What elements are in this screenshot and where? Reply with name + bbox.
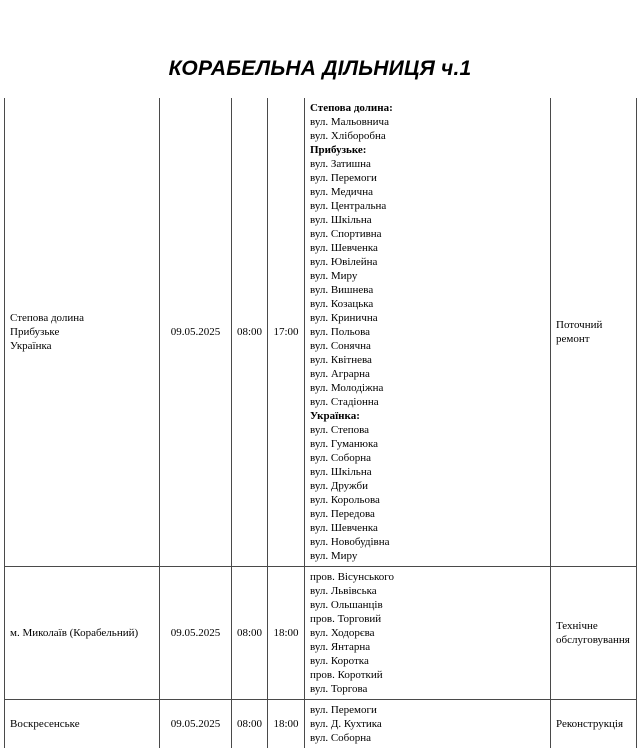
cell-locality [5, 567, 160, 700]
cell-date: 09.05.2025 [160, 98, 232, 567]
table-row [5, 700, 637, 749]
street-line: вул. Соборна [310, 452, 372, 464]
street-line: вул. Вишнева [310, 284, 374, 296]
street-line: вул. Кринична [310, 312, 378, 324]
locality-line: м. Миколаїв (Корабельний) [10, 626, 139, 639]
street-line: вул. Ольшанців [310, 599, 383, 611]
street-line: вул. Центральна [310, 200, 387, 212]
reason-text: Поточний ремонт [556, 318, 603, 345]
street-line: вул. Миру [310, 550, 358, 562]
street-group-heading: Українка: [310, 410, 360, 422]
street-line: вул. Медична [310, 186, 373, 198]
street-line: вул. Дружби [310, 480, 368, 492]
street-line: вул. Д. Кухтика [310, 718, 382, 730]
street-line: пров. Короткий [310, 669, 383, 681]
street-line: вул. Степова [310, 424, 370, 436]
table-row [5, 567, 637, 700]
cell-time-from: 08:00 [232, 567, 268, 700]
street-line: вул. Ходорєва [310, 627, 375, 639]
locality-line: Степова долина [10, 311, 85, 324]
outage-schedule-table [4, 98, 637, 748]
street-line: вул. Хліборобна [310, 130, 386, 142]
street-line: вул. Козацька [310, 298, 374, 310]
outage-table-body [5, 98, 637, 748]
street-line: вул. Шевченка [310, 522, 378, 534]
street-line: вул. Молодіжна [310, 382, 384, 394]
street-line: вул. Миру [310, 270, 358, 282]
street-line: вул. Новобудівна [310, 536, 390, 548]
street-line: вул. Аграрна [310, 368, 370, 380]
street-line: вул. Львівська [310, 585, 377, 597]
street-line: вул. Перемоги [310, 704, 377, 716]
cell-locality [5, 98, 160, 567]
page-title: КОРАБЕЛЬНА ДІЛЬНИЦЯ ч.1 [168, 57, 472, 80]
street-line: вул. Квітнева [310, 354, 372, 366]
cell-streets [305, 700, 551, 749]
street-line: вул. Стадіонна [310, 396, 379, 408]
street-line: вул. Спортивна [310, 228, 382, 240]
cell-reason [551, 700, 637, 749]
page-title-container [0, 56, 640, 82]
street-line: вул. Мальовнича [310, 116, 389, 128]
locality-line: Українка [10, 339, 52, 352]
cell-time-to: 18:00 [268, 567, 305, 700]
street-line: вул. Шкільна [310, 214, 372, 226]
cell-time-from: 08:00 [232, 700, 268, 749]
street-line: вул. Торгова [310, 683, 368, 695]
street-line: вул. Шкільна [310, 466, 372, 478]
street-line: пров. Вісунського [310, 571, 395, 583]
cell-time-to: 18:00 [268, 700, 305, 749]
street-line: вул. Перемоги [310, 172, 377, 184]
street-line: вул. Затишна [310, 158, 371, 170]
street-group-heading: Прибузьке: [310, 144, 367, 156]
cell-locality [5, 700, 160, 749]
cell-reason [551, 567, 637, 700]
street-line: вул. Шевченка [310, 242, 378, 254]
street-line: пров. Торговий [310, 613, 382, 625]
locality-line: Воскресенське [10, 717, 80, 730]
street-line: вул. Польова [310, 326, 371, 338]
street-line: вул. Соборна [310, 732, 372, 744]
cell-time-to: 17:00 [268, 98, 305, 567]
street-line: вул. Ювілейна [310, 256, 378, 268]
street-line: вул. Сонячна [310, 340, 371, 352]
cell-streets [305, 98, 551, 567]
street-line: вул. Янтарна [310, 641, 371, 653]
reason-text: Технічне обслуговування [556, 619, 630, 646]
street-line: вул. Передова [310, 508, 375, 520]
street-group-heading: Степова долина: [310, 102, 393, 114]
locality-line: Прибузьке [10, 325, 60, 338]
cell-time-from: 08:00 [232, 98, 268, 567]
street-line: вул. Коротка [310, 655, 369, 667]
table-row [5, 98, 637, 567]
cell-reason [551, 98, 637, 567]
street-line: вул. Гуманюка [310, 438, 379, 450]
street-line: вул. Корольова [310, 494, 380, 506]
reason-text: Реконструкція [556, 717, 624, 730]
cell-date: 09.05.2025 [160, 567, 232, 700]
cell-streets [305, 567, 551, 700]
cell-date: 09.05.2025 [160, 700, 232, 749]
